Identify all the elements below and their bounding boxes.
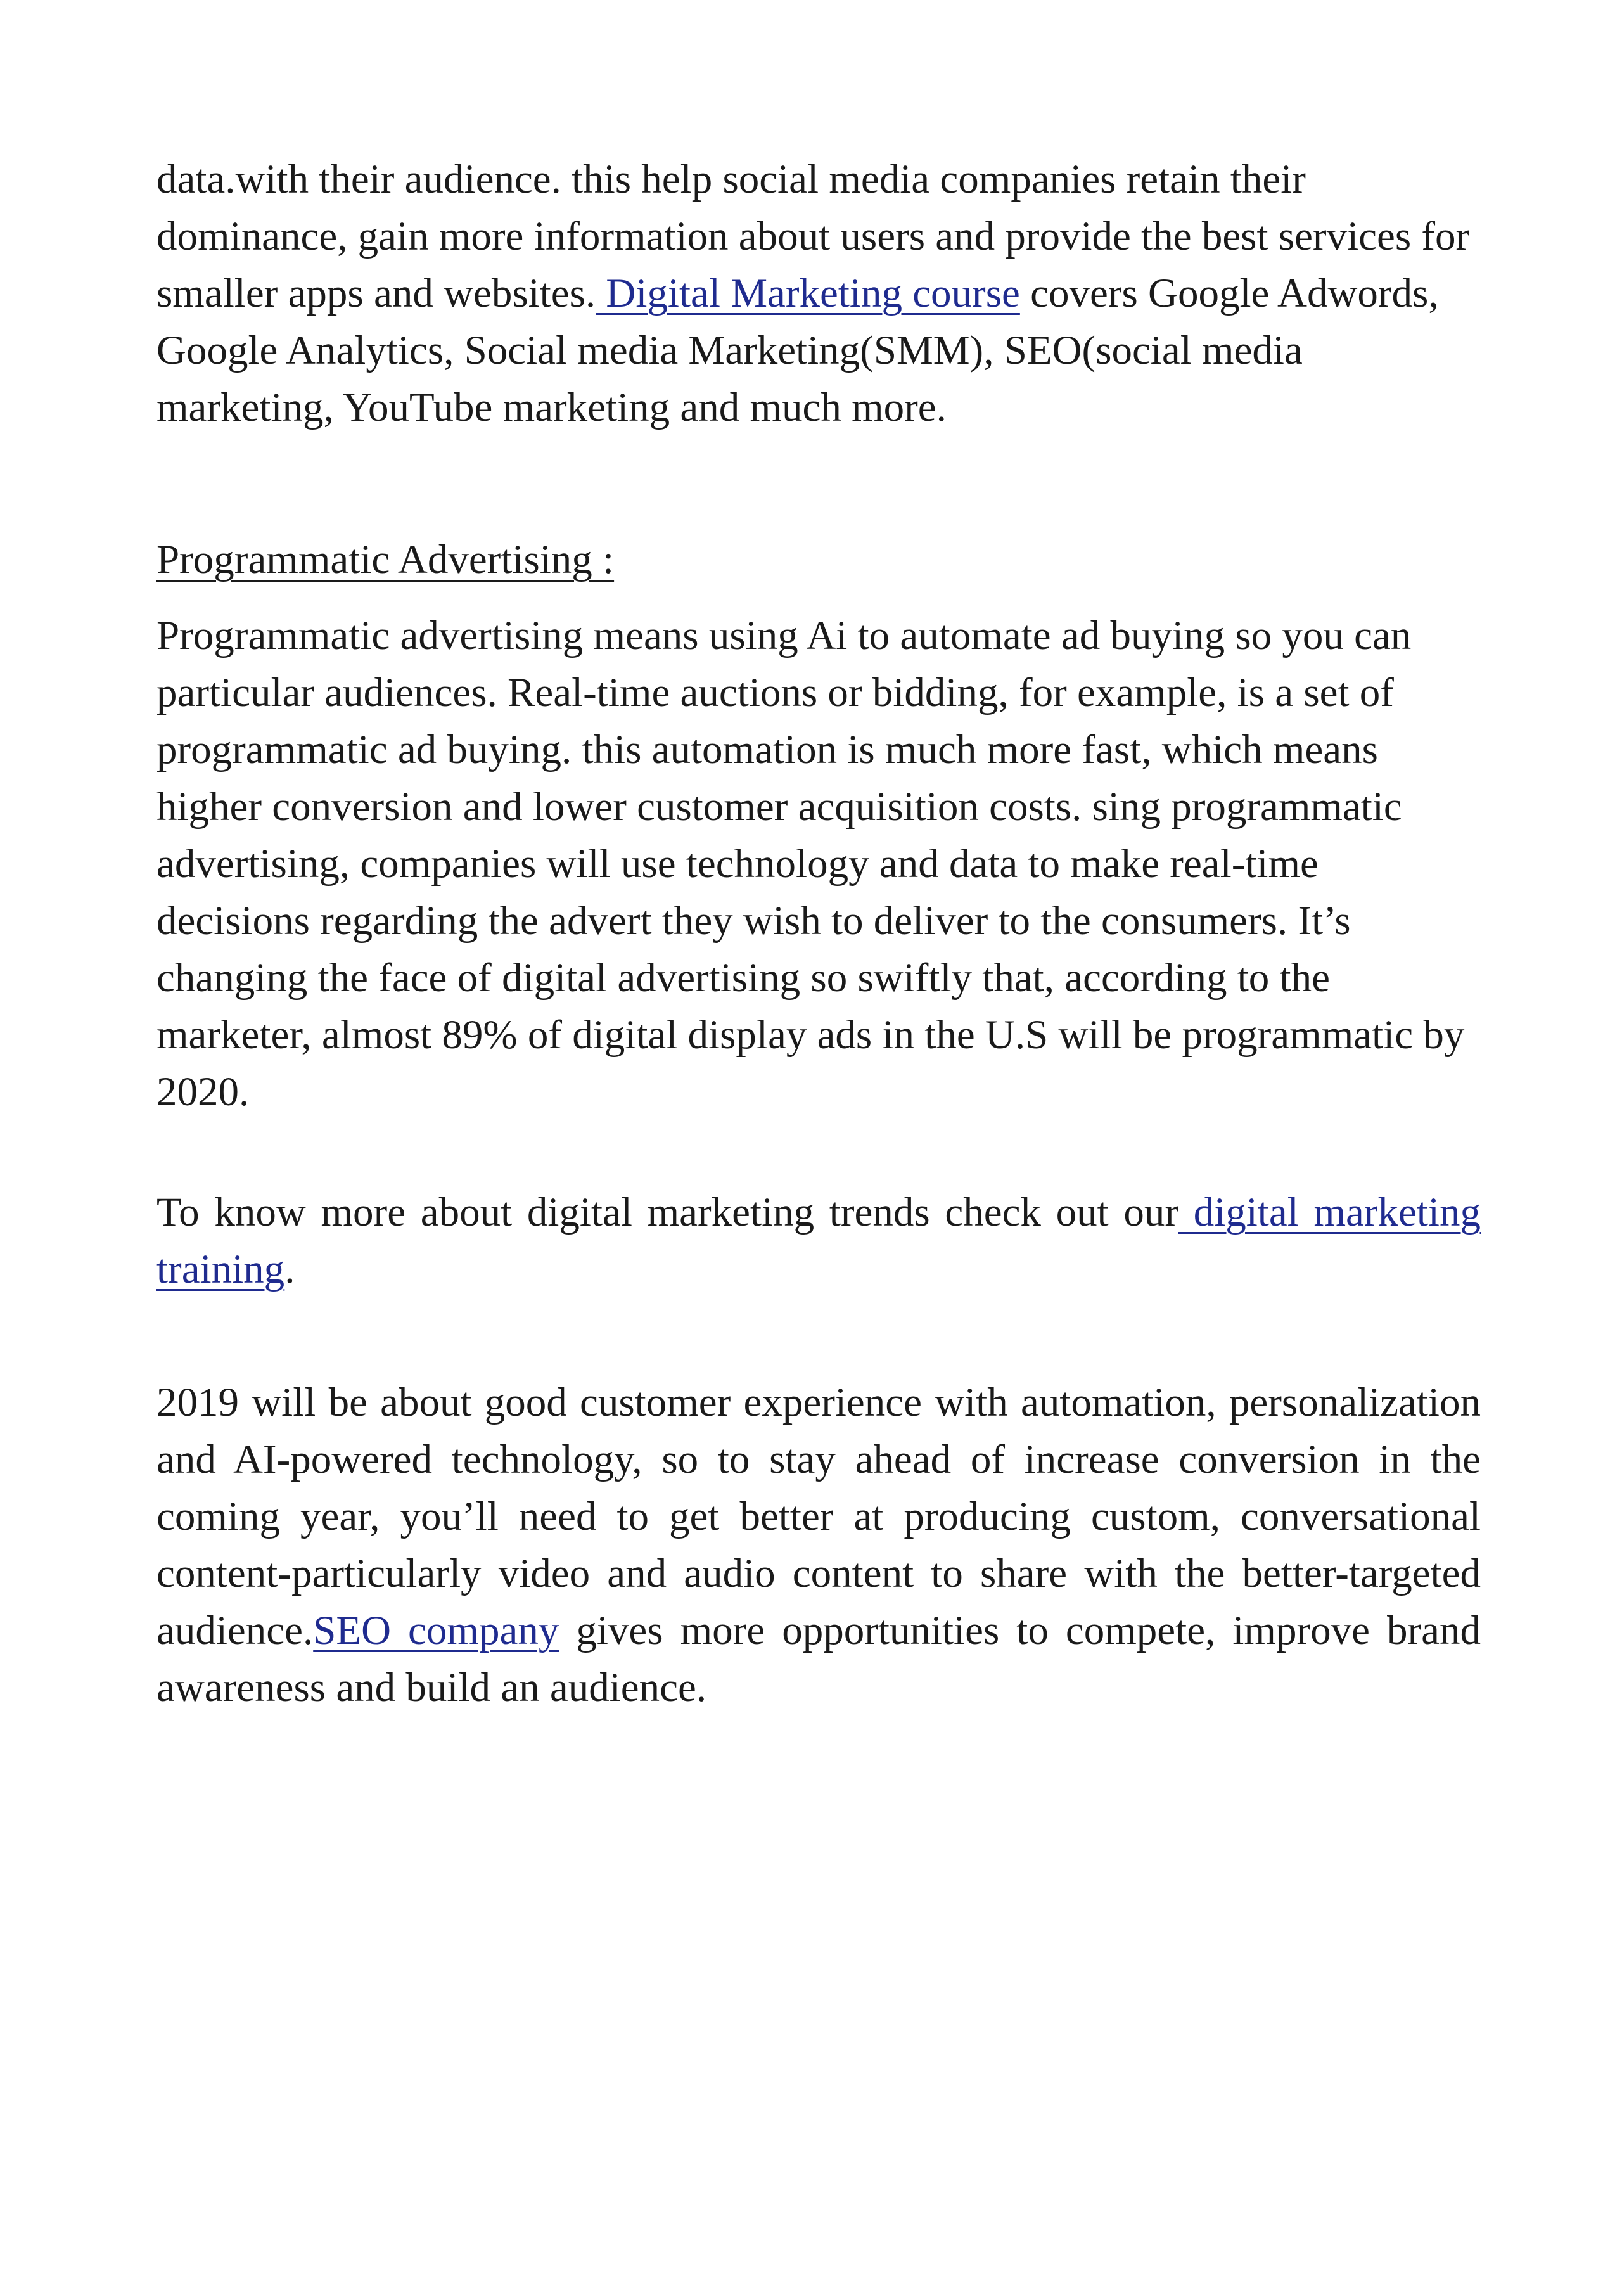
paragraph-intro-text-before: data.with their audience. this help social media companies retain their dominance, gain more information about users and provide the best services for smaller apps and websites.	[156, 157, 1470, 316]
paragraph-2019-text-after: gives more opportunities to compete, improve brand awareness and build an audience.	[156, 1608, 1481, 1710]
paragraph-know-more-text-after: .	[284, 1247, 295, 1292]
paragraph-2019-text-before: 2019 will be about good customer experience with automation, personalization and AI-powered technology, so to stay ahead of increase conversion in the coming year, you’ll need to get better at producing custom, conversational content-particularly video and audio content to share with the better-targeted audience.	[156, 1380, 1481, 1653]
paragraph-know-more-text-before: To know more about digital marketing trends check out our	[156, 1190, 1178, 1235]
paragraph-intro-text-after: covers Google Adwords, Google Analytics, Social media Marketing(SMM), SEO(social media marketing, YouTube marketing and much more.	[156, 271, 1439, 430]
paragraph-intro	[156, 151, 1481, 436]
digital-marketing-training-link[interactable]: digital marketing training	[156, 1190, 1481, 1292]
paragraph-2019	[156, 1374, 1481, 1716]
paragraph-programmatic: Programmatic advertising means using Ai to automate ad buying so you can particular audiences. Real-time auctions or bidding, for example, is a set of programmatic ad buying. this automation is much more fast, which means higher conversion and lower customer acquisition costs. sing programmatic advertising, companies will use technology and data to make real-time decisions regarding the advert they wish to deliver to the consumers. It’s changing the face of digital advertising so swiftly that, according to the marketer, almost 89% of digital display ads in the U.S will be programmatic by 2020.	[156, 613, 1465, 1115]
seo-company-link[interactable]: SEO company	[313, 1608, 559, 1653]
section-heading-programmatic-advertising: Programmatic Advertising :	[156, 537, 615, 582]
paragraph-know-more	[156, 1184, 1481, 1298]
document-body	[156, 151, 1481, 1716]
digital-marketing-course-link[interactable]: Digital Marketing course	[596, 271, 1020, 316]
